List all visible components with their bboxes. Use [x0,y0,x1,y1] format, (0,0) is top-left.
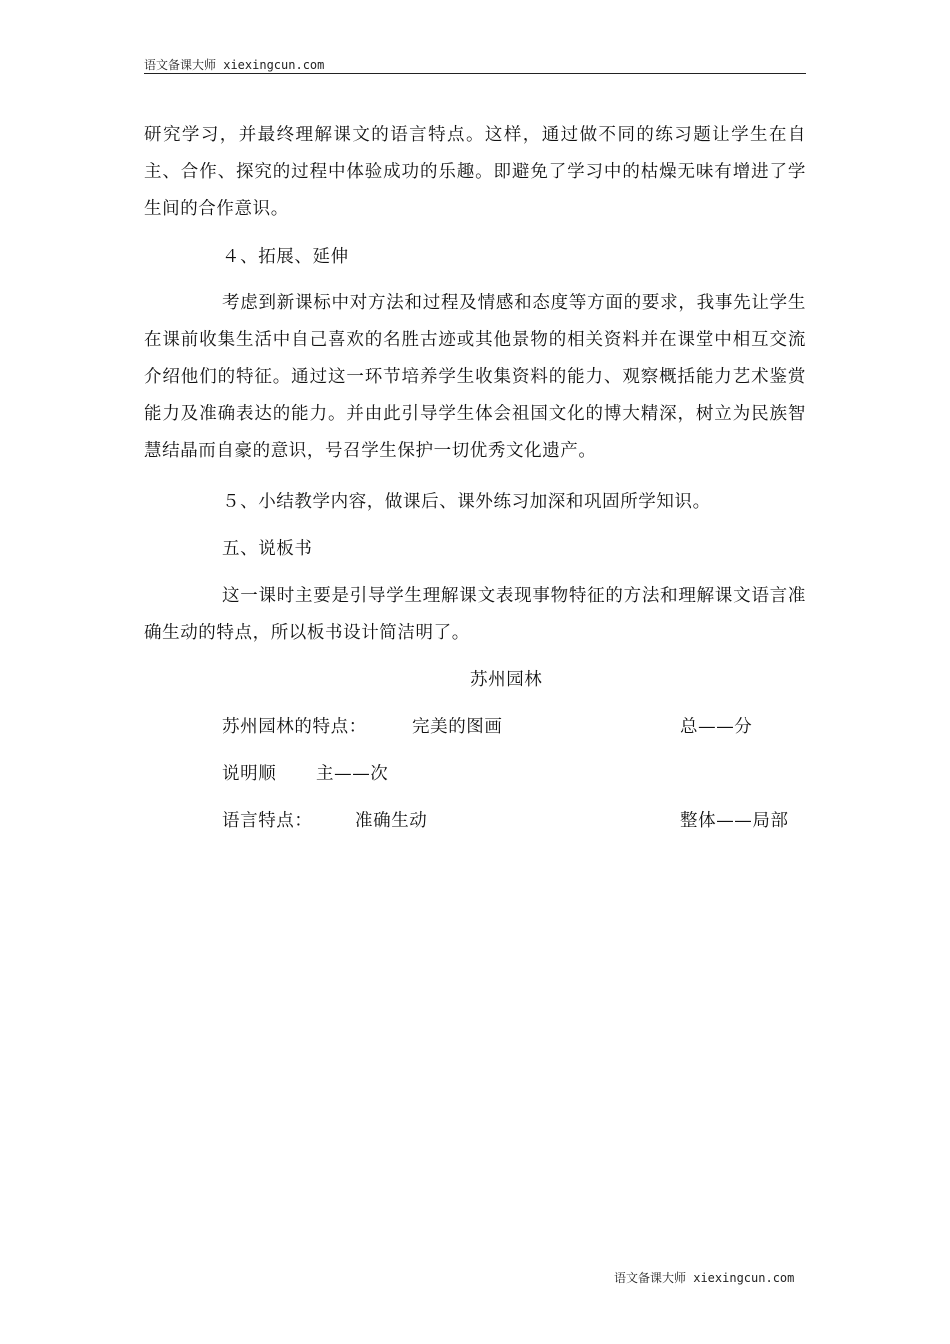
page-footer [614,1269,794,1286]
paragraph-board-design: 这一课时主要是引导学生理解课文表现事物特征的方法和理解课文语言准确生动的特点，所以板书设计简洁明了。 [144,586,806,643]
heading-4-extension: ４、拓展、延伸 [222,247,349,267]
board-row3-label: 语言特点： [222,811,313,831]
board-row1-label: 苏州园林的特点： [222,717,367,737]
board-row3-value: 准确生动 [355,811,428,831]
board-title: 苏州园林 [470,670,543,690]
item-5-summary: ５、小结教学内容，做课后、课外练习加深和巩固所学知识。 [222,492,711,512]
paragraph-continued: 研究学习，并最终理解课文的语言特点。这样，通过做不同的练习题让学生在自主、合作、探究的过程中体验成功的乐趣。即避免了学习中的枯燥无味有增进了学生间的合作意识。 [144,125,806,219]
page-header [144,57,806,73]
board-row2-label: 说明顺 [222,764,277,784]
header-site-text: 语文备课大师 xiexingcun.com [144,58,325,72]
section-5-heading: 五、说板书 [222,539,313,559]
board-row2-value: 主——次 [316,764,389,784]
board-row3-note: 整体——局部 [680,811,789,831]
paragraph-extension: 考虑到新课标中对方法和过程及情感和态度等方面的要求，我事先让学生在课前收集生活中自己喜欢的名胜古迹或其他景物的相关资料并在课堂中相互交流介绍他们的特征。通过这一环节培养学生收集资料的能力、观察概括能力艺术鉴赏能力及准确表达的能力。并由此引导学生体会祖国文化的博大精深，树立为民族智慧结晶而自豪的意识，号召学生保护一切优秀文化遗产。 [144,293,806,461]
board-row1-value: 完美的图画 [412,717,503,737]
footer-site-text: 语文备课大师 xiexingcun.com [614,1271,795,1285]
board-row1-note: 总——分 [680,717,753,737]
header-divider [144,73,806,74]
